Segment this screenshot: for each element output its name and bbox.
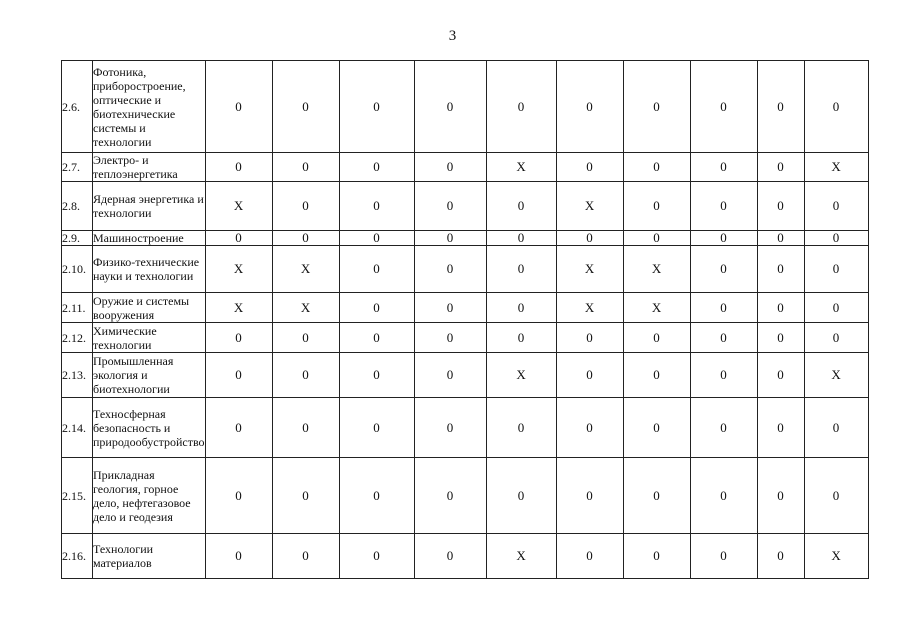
page-number: 3 (448, 28, 457, 44)
value-cell: 0 (690, 398, 757, 458)
value-cell: 0 (414, 293, 486, 323)
value-cell: 0 (339, 293, 414, 323)
value-cell: 0 (272, 398, 339, 458)
value-cell: X (804, 534, 868, 579)
row-number: 2.9. (62, 231, 93, 246)
value-cell: 0 (205, 323, 272, 353)
value-cell: X (804, 153, 868, 182)
value-cell: 0 (272, 61, 339, 153)
value-cell: 0 (339, 231, 414, 246)
value-cell: 0 (757, 61, 804, 153)
table-row (62, 153, 869, 182)
value-cell: 0 (414, 153, 486, 182)
value-cell: 0 (623, 398, 690, 458)
value-cell: 0 (414, 182, 486, 231)
value-cell: 0 (339, 458, 414, 534)
row-name: Промышленная экология и биотехнологии (93, 353, 206, 398)
value-cell: X (486, 534, 556, 579)
value-cell: 0 (272, 353, 339, 398)
value-cell: 0 (414, 398, 486, 458)
value-cell: 0 (205, 231, 272, 246)
value-cell: 0 (205, 353, 272, 398)
value-cell: 0 (623, 61, 690, 153)
value-cell: 0 (414, 458, 486, 534)
table-row (62, 458, 869, 534)
value-cell: 0 (690, 231, 757, 246)
value-cell: 0 (804, 182, 868, 231)
value-cell: X (623, 246, 690, 293)
value-cell: 0 (486, 231, 556, 246)
value-cell: 0 (339, 182, 414, 231)
value-cell: 0 (804, 293, 868, 323)
row-name: Машиностроение (93, 231, 206, 246)
value-cell: X (205, 182, 272, 231)
value-cell: 0 (690, 246, 757, 293)
table-row (62, 231, 869, 246)
value-cell: 0 (757, 398, 804, 458)
value-cell: X (556, 182, 623, 231)
value-cell: 0 (272, 458, 339, 534)
value-cell: 0 (757, 323, 804, 353)
value-cell: 0 (339, 61, 414, 153)
value-cell: X (556, 293, 623, 323)
value-cell: 0 (757, 153, 804, 182)
value-cell: 0 (205, 61, 272, 153)
value-cell: 0 (414, 534, 486, 579)
row-number: 2.10. (62, 246, 93, 293)
value-cell: 0 (272, 153, 339, 182)
value-cell: X (556, 246, 623, 293)
value-cell: 0 (690, 293, 757, 323)
row-number: 2.8. (62, 182, 93, 231)
value-cell: 0 (757, 458, 804, 534)
value-cell: 0 (414, 231, 486, 246)
value-cell: 0 (339, 323, 414, 353)
row-number: 2.13. (62, 353, 93, 398)
value-cell: 0 (556, 323, 623, 353)
value-cell: 0 (414, 61, 486, 153)
value-cell: 0 (486, 458, 556, 534)
value-cell: 0 (623, 153, 690, 182)
value-cell: 0 (690, 458, 757, 534)
value-cell: 0 (757, 246, 804, 293)
value-cell: 0 (339, 353, 414, 398)
value-cell: 0 (757, 293, 804, 323)
value-cell: 0 (556, 61, 623, 153)
value-cell: 0 (757, 182, 804, 231)
value-cell: 0 (272, 182, 339, 231)
value-cell: 0 (690, 182, 757, 231)
value-cell: 0 (486, 323, 556, 353)
value-cell: 0 (339, 246, 414, 293)
table-row (62, 246, 869, 293)
row-name: Техносферная безопасность и природообустройство (93, 398, 206, 458)
row-number: 2.7. (62, 153, 93, 182)
row-name: Технологии материалов (93, 534, 206, 579)
value-cell: 0 (486, 293, 556, 323)
value-cell: X (486, 353, 556, 398)
table-row (62, 182, 869, 231)
row-number: 2.6. (62, 61, 93, 153)
row-name: Ядерная энергетика и технологии (93, 182, 206, 231)
value-cell: 0 (623, 458, 690, 534)
row-name: Фотоника, приборостроение, оптические и биотехнические системы и технологии (93, 61, 206, 153)
value-cell: 0 (272, 231, 339, 246)
row-name: Физико-технические науки и технологии (93, 246, 206, 293)
value-cell: X (272, 293, 339, 323)
value-cell: 0 (623, 323, 690, 353)
value-cell: 0 (486, 398, 556, 458)
value-cell: 0 (804, 231, 868, 246)
table-row (62, 61, 869, 153)
value-cell: 0 (556, 458, 623, 534)
value-cell: 0 (556, 398, 623, 458)
value-cell: 0 (556, 231, 623, 246)
value-cell: 0 (623, 534, 690, 579)
data-table (61, 60, 869, 579)
value-cell: 0 (339, 534, 414, 579)
value-cell: 0 (623, 182, 690, 231)
table-row (62, 398, 869, 458)
value-cell: 0 (414, 353, 486, 398)
row-name: Оружие и системы вооружения (93, 293, 206, 323)
value-cell: 0 (414, 323, 486, 353)
value-cell: 0 (690, 534, 757, 579)
row-number: 2.15. (62, 458, 93, 534)
value-cell: 0 (804, 246, 868, 293)
value-cell: X (205, 293, 272, 323)
value-cell: X (272, 246, 339, 293)
value-cell: 0 (272, 323, 339, 353)
value-cell: 0 (486, 246, 556, 293)
value-cell: 0 (804, 61, 868, 153)
value-cell: 0 (486, 182, 556, 231)
row-number: 2.16. (62, 534, 93, 579)
value-cell: 0 (205, 458, 272, 534)
value-cell: 0 (556, 534, 623, 579)
value-cell: 0 (690, 323, 757, 353)
value-cell: 0 (414, 246, 486, 293)
value-cell: 0 (205, 534, 272, 579)
value-cell: 0 (804, 323, 868, 353)
value-cell: 0 (556, 153, 623, 182)
table-row (62, 353, 869, 398)
value-cell: 0 (804, 398, 868, 458)
row-name: Прикладная геология, горное дело, нефтегазовое дело и геодезия (93, 458, 206, 534)
value-cell: 0 (757, 231, 804, 246)
value-cell: 0 (690, 353, 757, 398)
value-cell: X (804, 353, 868, 398)
row-number: 2.14. (62, 398, 93, 458)
value-cell: 0 (690, 153, 757, 182)
value-cell: X (623, 293, 690, 323)
value-cell: 0 (205, 153, 272, 182)
row-number: 2.12. (62, 323, 93, 353)
value-cell: 0 (272, 534, 339, 579)
value-cell: 0 (757, 534, 804, 579)
value-cell: 0 (623, 353, 690, 398)
table-row (62, 323, 869, 353)
row-number: 2.11. (62, 293, 93, 323)
value-cell: 0 (339, 153, 414, 182)
table-row (62, 534, 869, 579)
value-cell: 0 (339, 398, 414, 458)
value-cell: 0 (757, 353, 804, 398)
value-cell: 0 (690, 61, 757, 153)
value-cell: 0 (205, 398, 272, 458)
value-cell: 0 (804, 458, 868, 534)
value-cell: 0 (623, 231, 690, 246)
value-cell: 0 (556, 353, 623, 398)
row-name: Электро- и теплоэнергетика (93, 153, 206, 182)
table-row (62, 293, 869, 323)
value-cell: X (205, 246, 272, 293)
value-cell: X (486, 153, 556, 182)
row-name: Химические технологии (93, 323, 206, 353)
value-cell: 0 (486, 61, 556, 153)
